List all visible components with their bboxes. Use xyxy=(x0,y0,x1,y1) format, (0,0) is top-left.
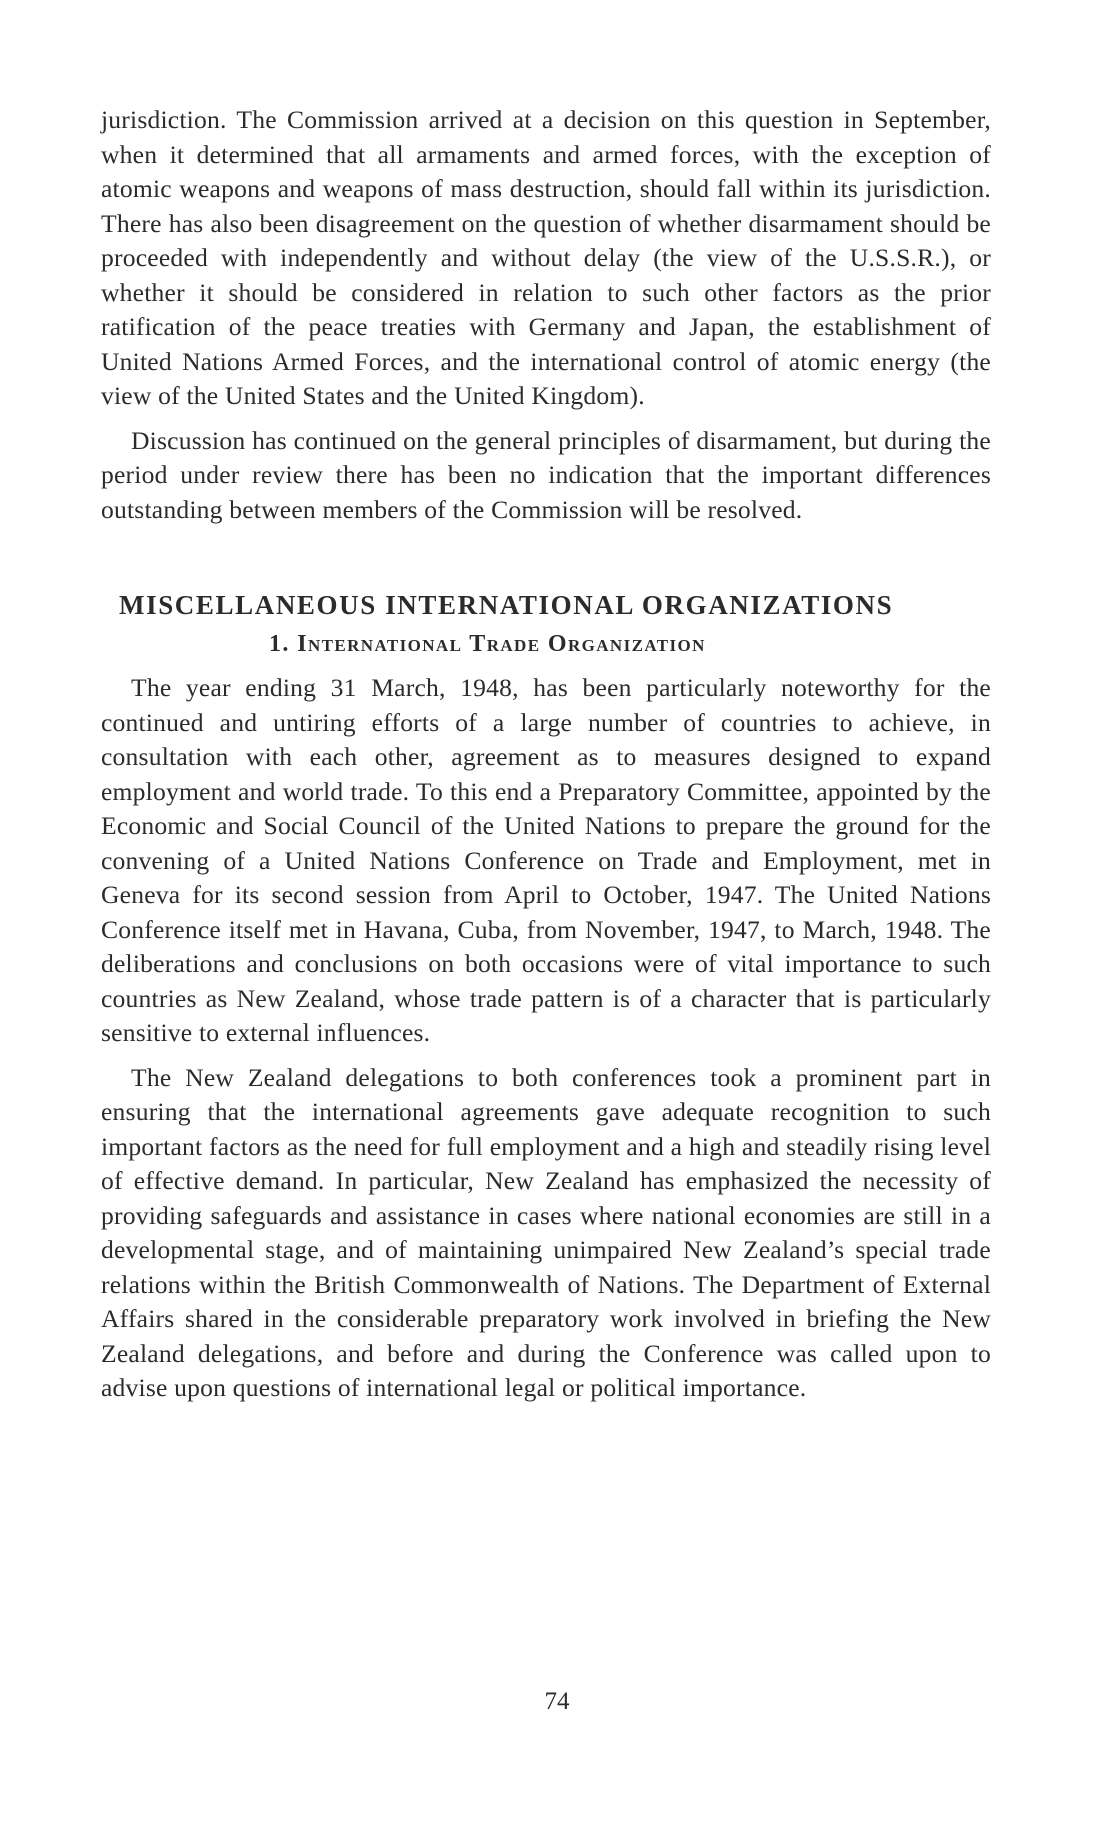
paragraph-disarmament-jurisdiction: jurisdiction. The Commission arrived at a decision on this question in September, when it determined that all armaments and armed forces, with the exception of atomic weapons and weapons of mass destruction, should fall within its jurisdiction. There has also been disagreement on the question of whether disarmament should be proceeded with independently and without delay (the view of the U.S.S.R.), or whether it should be considered in relation to such other factors as the prior ratification of the peace treaties with Germany and Japan, the establishment of United Nations Armed Forces, and the international control of atomic energy (the view of the United States and the United Kingdom). xyxy=(101,105,991,410)
subsection-heading: 1. International Trade Organization xyxy=(269,631,706,657)
paragraph-ito-year: The year ending 31 March, 1948, has been particularly noteworthy for the continued and untiring efforts of a large number of countries to achieve, in consultation with each other, agreement as to measures designed to expand employment and world trade. To this end a Preparatory Committee, appointed by the Economic and Social Council of the United Nations to prepare the ground for the convening of a United Nations Conference on Trade and Employment, met in Geneva for its second session from April to October, 1947. The United Nations Conference itself met in Havana, Cuba, from November, 1947, to March, 1948. The deliberations and conclusions on both occasions were of vital importance to such countries as New Zealand, whose trade pattern is of a character that is particularly sensitive to external influences. xyxy=(101,673,991,1047)
document-page xyxy=(101,103,991,1406)
page-number: 74 xyxy=(544,1688,570,1715)
paragraph-disarmament-discussion: Discussion has continued on the general principles of disarmament, but during the period under review there has been no indication that the important differences outstanding between members of the Commission will be resolved. xyxy=(101,425,991,524)
paragraph-ito-delegations: The New Zealand delegations to both conferences took a prominent part in ensuring that the international agreements gave adequate recognition to such important factors as the need for full employment and a high and steadily rising level of effective demand. In particular, New Zealand has emphasized the necessity of providing safeguards and assistance in cases where national economies are still in a developmental stage, and of maintaining unimpaired New Zealand’s special trade relations within the British Commonwealth of Nations. The Department of External Affairs shared in the considerable preparatory work involved in briefing the New Zealand delegations, and before and during the Conference was called upon to advise upon questions of international legal or political importance. xyxy=(101,1062,991,1402)
section-heading: MISCELLANEOUS INTERNATIONAL ORGANIZATIONS xyxy=(119,590,894,620)
